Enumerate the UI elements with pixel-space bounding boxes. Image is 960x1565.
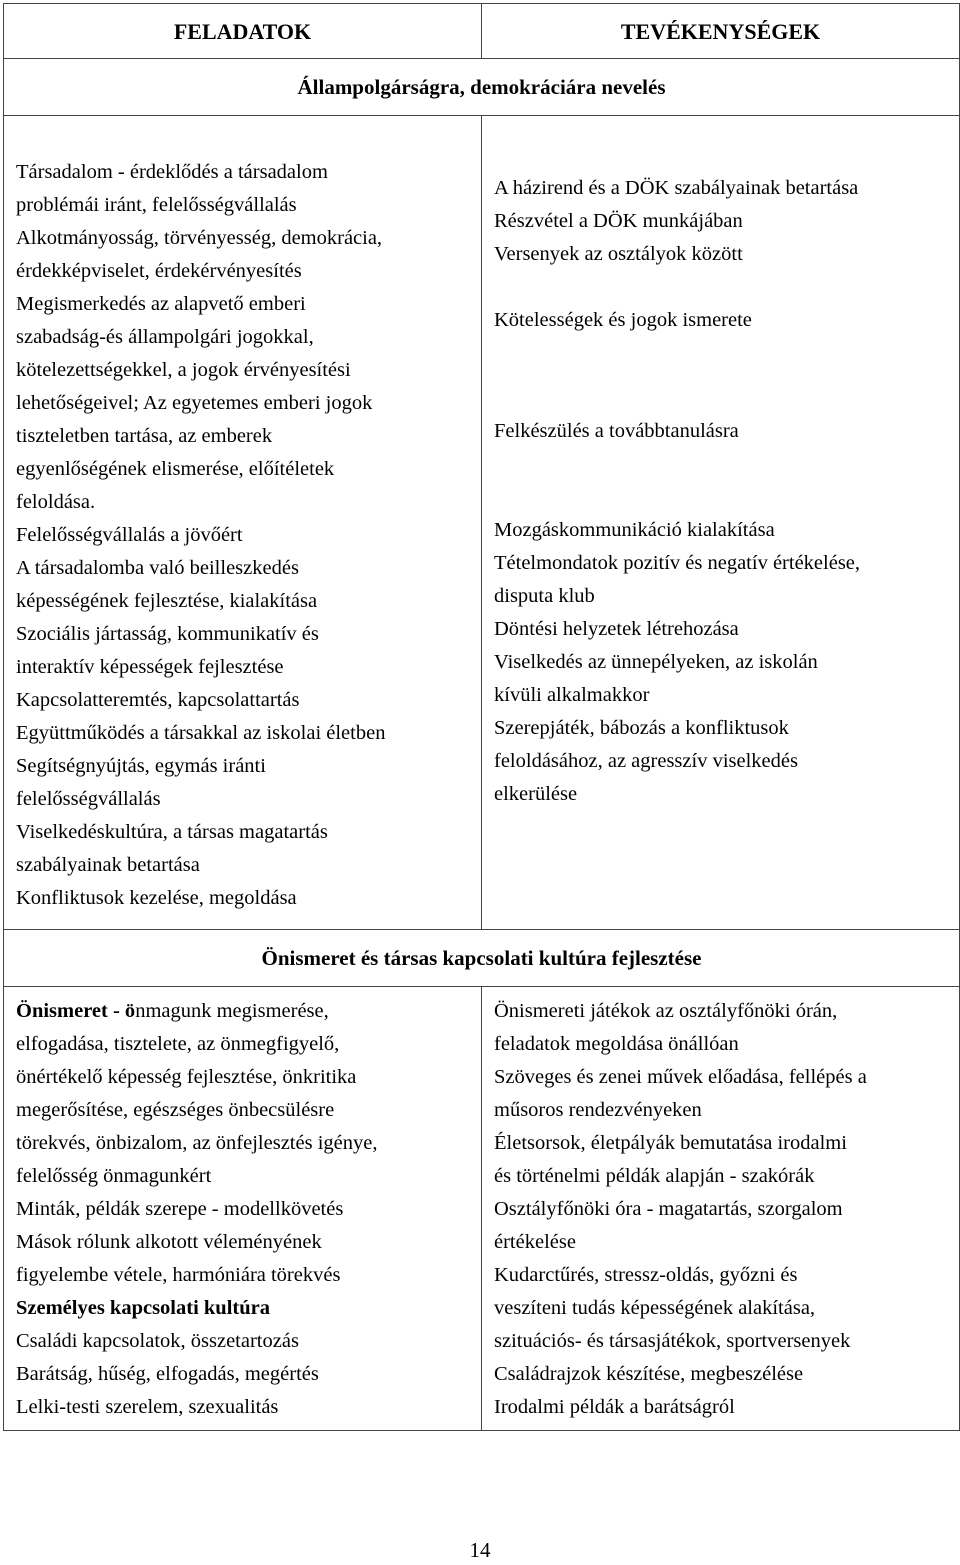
activity-line: A házirend és a DÖK szabályainak betartása (494, 177, 859, 199)
task-line: Viselkedéskultúra, a társas magatartás (16, 821, 328, 843)
activity-line: Versenyek az osztályok között (494, 243, 743, 265)
task-line: lehetőségeivel; Az egyetemes emberi jogok (16, 392, 373, 414)
task-line: érdekképviselet, érdekérvényesítés (16, 260, 302, 282)
task-line: tiszteletben tartása, az emberek (16, 425, 273, 447)
section-row (4, 930, 960, 987)
task-line: törekvés, önbizalom, az önfejlesztés igénye, (16, 1132, 378, 1154)
task-line: figyelembe vétele, harmóniára törekvés (16, 1264, 341, 1286)
activity-line: elkerülése (494, 783, 578, 805)
activity-line: feloldásához, az agresszív viselkedés (494, 750, 798, 772)
task-line: felelősség önmagunkért (16, 1165, 212, 1187)
task-subheading: Személyes kapcsolati kultúra (16, 1297, 270, 1319)
activity-line: feladatok megoldása önállóan (494, 1033, 739, 1055)
activity-line: Szerepjáték, bábozás a konfliktusok (494, 717, 789, 739)
header-activities: TEVÉKENYSÉGEK (482, 4, 960, 59)
task-line: szabályainak betartása (16, 854, 200, 876)
activity-line: kívüli alkalmakkor (494, 684, 650, 706)
task-line: problémái iránt, felelősségvállalás (16, 194, 297, 216)
task-rest: nmagunk megismerése, (135, 1000, 329, 1022)
task-line: egyenlőségének elismerése, előítéletek (16, 458, 335, 480)
task-line: képességének fejlesztése, kialakítása (16, 590, 318, 612)
activity-line: Felkészülés a továbbtanulásra (494, 420, 739, 442)
spacer (494, 271, 947, 304)
activity-line: Részvétel a DÖK munkájában (494, 210, 743, 232)
activity-line: Szöveges és zenei művek előadása, fellépés a (494, 1066, 867, 1088)
task-line: feloldása. (16, 491, 96, 513)
task-line: Kapcsolatteremtés, kapcsolattartás (16, 689, 300, 711)
task-line: Barátság, hűség, elfogadás, megértés (16, 1363, 319, 1385)
activity-line: és történelmi példák alapján - szakórák (494, 1165, 815, 1187)
task-line: Minták, példák szerepe - modellkövetés (16, 1198, 344, 1220)
activities-cell (482, 987, 960, 1431)
spacer (494, 448, 947, 514)
task-line: kötelezettségekkel, a jogok érvényesítési (16, 359, 351, 381)
spacer (494, 337, 947, 403)
content-row (4, 116, 960, 930)
task-line: felelősségvállalás (16, 788, 161, 810)
task-line: szabadság-és állampolgári jogokkal, (16, 326, 314, 348)
task-line: Társadalom - érdeklődés a társadalom (16, 161, 328, 183)
activity-line: Viselkedés az ünnepélyeken, az iskolán (494, 651, 818, 673)
section-row (4, 59, 960, 116)
task-line: A társadalomba való beilleszkedés (16, 557, 299, 579)
activity-line: veszíteni tudás képességének alakítása, (494, 1297, 816, 1319)
activity-line: Döntési helyzetek létrehozása (494, 618, 739, 640)
task-line: elfogadása, tisztelete, az önmegfigyelő, (16, 1033, 340, 1055)
task-line: Együttműködés a társakkal az iskolai életben (16, 722, 386, 744)
task-line: Alkotmányosság, törvényesség, demokrácia, (16, 227, 383, 249)
task-line: Mások rólunk alkotott véleményének (16, 1231, 322, 1253)
activity-line: Mozgáskommunikáció kialakítása (494, 519, 775, 541)
activity-line: Családrajzok készítése, megbeszélése (494, 1363, 804, 1385)
activity-line: Életsorsok, életpályák bemutatása irodalmi (494, 1132, 847, 1154)
task-line: Konfliktusok kezelése, megoldása (16, 887, 297, 909)
section-title: Önismeret és társas kapcsolati kultúra fejlesztése (4, 930, 960, 987)
activity-line: értékelése (494, 1231, 576, 1253)
activity-line: szituációs- és társasjátékok, sportversenyek (494, 1330, 851, 1352)
task-line: Lelki-testi szerelem, szexualitás (16, 1396, 279, 1418)
task-line: Megismerkedés az alapvető emberi (16, 293, 306, 315)
page-number: 14 (469, 1538, 491, 1562)
task-line (16, 995, 469, 1028)
task-line: interaktív képességek fejlesztése (16, 656, 284, 678)
activity-line: műsoros rendezvényeken (494, 1099, 702, 1121)
activity-line: Kötelességek és jogok ismerete (494, 309, 752, 331)
task-line: megerősítése, egészséges önbecsülésre (16, 1099, 335, 1121)
header-row (4, 4, 960, 59)
task-line: önértékelő képesség fejlesztése, önkritika (16, 1066, 357, 1088)
task-line: Családi kapcsolatok, összetartozás (16, 1330, 299, 1352)
activity-line: disputa klub (494, 585, 595, 607)
activity-line: Kudarctűrés, stressz-oldás, győzni és (494, 1264, 798, 1286)
section-title: Állampolgárságra, demokráciára nevelés (4, 59, 960, 116)
header-tasks: FELADATOK (4, 4, 482, 59)
task-bold-prefix: Önismeret - ö (16, 1000, 136, 1022)
activity-line: Osztályfőnöki óra - magatartás, szorgalom (494, 1198, 843, 1220)
activity-line: Tételmondatok pozitív és negatív értékelése, (494, 552, 861, 574)
content-row (4, 987, 960, 1431)
curriculum-table (3, 3, 960, 1431)
activity-line: Önismereti játékok az osztályfőnöki órán, (494, 1000, 838, 1022)
task-line: Felelősségvállalás a jövőért (16, 524, 243, 546)
tasks-cell (4, 116, 482, 930)
activities-cell (482, 116, 960, 930)
activity-line: Irodalmi példák a barátságról (494, 1396, 735, 1418)
tasks-cell (4, 987, 482, 1431)
task-line: Szociális jártasság, kommunikatív és (16, 623, 319, 645)
task-line: Segítségnyújtás, egymás iránti (16, 755, 266, 777)
